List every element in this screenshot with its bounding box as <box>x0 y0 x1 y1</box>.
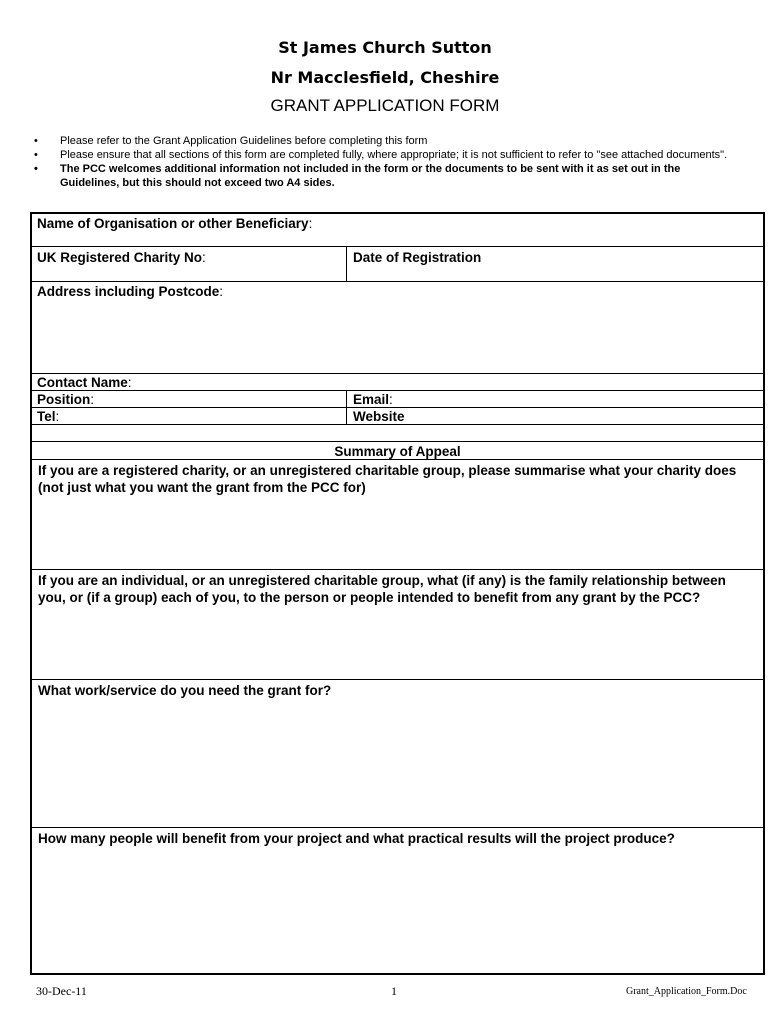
form-title: GRANT APPLICATION FORM <box>270 96 500 115</box>
row-divider <box>32 441 763 442</box>
column-divider <box>346 246 347 281</box>
row-divider <box>32 569 763 570</box>
application-form <box>30 212 765 975</box>
website-field[interactable]: Website <box>353 409 405 424</box>
row-divider <box>32 407 763 408</box>
row-divider <box>32 679 763 680</box>
instructions-list <box>34 134 734 190</box>
email-field[interactable]: Email: <box>353 392 393 407</box>
column-divider <box>346 390 347 424</box>
row-divider <box>32 827 763 828</box>
question-beneficiaries[interactable]: How many people will benefit from your project and what practical results will the project produce? <box>38 831 675 846</box>
date-registration-field[interactable]: Date of Registration <box>353 250 482 265</box>
question-charity-summary[interactable]: If you are a registered charity, or an unregistered charitable group, please summarise what your charity does (not just what you want the grant from the PCC for) <box>38 463 737 495</box>
church-name: St James Church Sutton <box>278 38 492 57</box>
question-work-service[interactable]: What work/service do you need the grant for? <box>38 683 332 698</box>
page-number: 1 <box>391 984 397 998</box>
instruction-item: • Please ensure that all sections of this form are completed fully, where appropriate; it is not sufficient to refer to "see attached documents". <box>34 148 734 162</box>
instruction-item: • Please refer to the Grant Application Guidelines before completing this form <box>34 134 734 148</box>
org-name-field[interactable]: Name of Organisation or other Beneficiary: <box>37 216 313 231</box>
address-field[interactable]: Address including Postcode: <box>37 284 224 299</box>
position-field[interactable]: Position: <box>37 392 95 407</box>
question-family-relationship[interactable]: If you are an individual, or an unregistered charitable group, what (if any) is the family relationship between you, or (if a group) each of you, to the person or people intended to benefit from any grant by the PCC? <box>38 573 726 605</box>
row-divider <box>32 390 763 391</box>
row-divider <box>32 246 763 247</box>
row-divider <box>32 459 763 460</box>
summary-heading: Summary of Appeal <box>334 444 461 459</box>
instruction-item: • The PCC welcomes additional information not included in the form or the documents to be sent with it as set out in the Guidelines, but this should not exceed two A4 sides. <box>34 162 734 190</box>
church-location: Nr Macclesfield, Cheshire <box>270 68 500 87</box>
row-divider <box>32 281 763 282</box>
tel-field[interactable]: Tel: <box>37 409 60 424</box>
footer-filename: Grant_Application_Form.Doc <box>626 986 747 997</box>
charity-no-field[interactable]: UK Registered Charity No: <box>37 250 206 265</box>
contact-name-field[interactable]: Contact Name: <box>37 375 132 390</box>
row-divider <box>32 373 763 374</box>
footer-date: 30-Dec-11 <box>36 984 87 998</box>
